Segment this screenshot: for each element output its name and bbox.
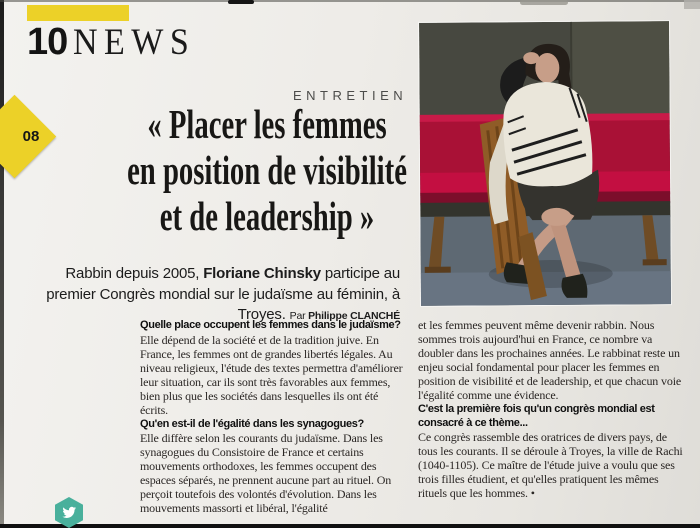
interview-question: Qu'en est-il de l'égalité dans les synagogues? xyxy=(140,417,364,430)
scan-artifact xyxy=(684,0,700,9)
article-kicker: ENTRETIEN xyxy=(293,88,408,103)
section-title: NEWS xyxy=(73,22,196,63)
scan-artifact xyxy=(228,0,254,4)
headline-line: et de leadership » xyxy=(159,193,375,239)
interview-question: C'est la première fois qu'un congrès mondial est consacré à ce thème... xyxy=(418,403,655,429)
interview-answer: Elle dépend de la société et de la tradition juive. En France, les femmes ont de grandes libertés légales. Au niveau religieux, l'étude des textes permettra d'améliorer leur situation, car ils sont très favorables aux femmes, bien plus que les sociétés dans lesquelles ils ont été écrits. xyxy=(140,332,403,417)
article-headline xyxy=(117,101,418,239)
byline-name: Philippe CLANCHÉ xyxy=(308,310,400,322)
body-column-left xyxy=(140,318,408,524)
masthead-yellow-bar xyxy=(27,5,129,21)
photo-floriane-chinsky xyxy=(419,21,671,306)
interview-question: Quelle place occupent les femmes dans le judaïsme? xyxy=(140,319,401,331)
headline-line: en position de visibilité xyxy=(127,147,407,193)
page-number: 10 xyxy=(27,21,68,63)
body-column-right xyxy=(418,318,686,524)
masthead xyxy=(27,21,206,64)
scan-artifact xyxy=(520,0,568,5)
page-tab-number: 08 xyxy=(22,128,40,145)
twitter-badge xyxy=(55,497,83,528)
headline-line: « Placer les femmes xyxy=(147,101,387,147)
scan-edge-left xyxy=(0,0,4,524)
article-photo xyxy=(419,21,671,306)
standfirst-rest: participe au premier Congrès mondial sur le judaïsme au féminin, à Troyes. xyxy=(46,265,400,323)
byline-label: Par xyxy=(289,310,309,322)
standfirst-name: Floriane Chinsky xyxy=(203,265,321,282)
scan-edge-top xyxy=(0,0,700,2)
interview-answer: Ce congrès rassemble des oratrices de divers pays, de tous les courants. Il se déroule à Troyes, la ville de Rachi (1040-1105). Ce maître de l'étude juive a voulu que ses trois filles étudient, et qu'elles pratiquent les mêmes rituels que les hommes. • xyxy=(418,430,683,500)
standfirst-lead: Rabbin depuis 2005, xyxy=(65,265,204,282)
twitter-bird-icon xyxy=(59,504,79,521)
interview-answer: et les femmes peuvent même devenir rabbin. Nous sommes trois aujourd'hui en France, ce nombre va doubler dans les prochaines années. Le rabbinat reste un enjeu social fondamental pour placer les femmes en position de visibilité et de leadership, et que chacun voie l'égalité comme une évidence. xyxy=(418,318,682,402)
interview-answer: Elle diffère selon les courants du judaïsme. Dans les synagogues du Consistoire de France et certains mouvements orthodoxes, les femmes occupent des espaces séparés, ne prennent aucune part au rituel. On perçoit toutefois des volontés d'évolution. Dans les mouvements massorti et libéral, l'égalité xyxy=(140,431,392,515)
article-body xyxy=(140,318,688,524)
